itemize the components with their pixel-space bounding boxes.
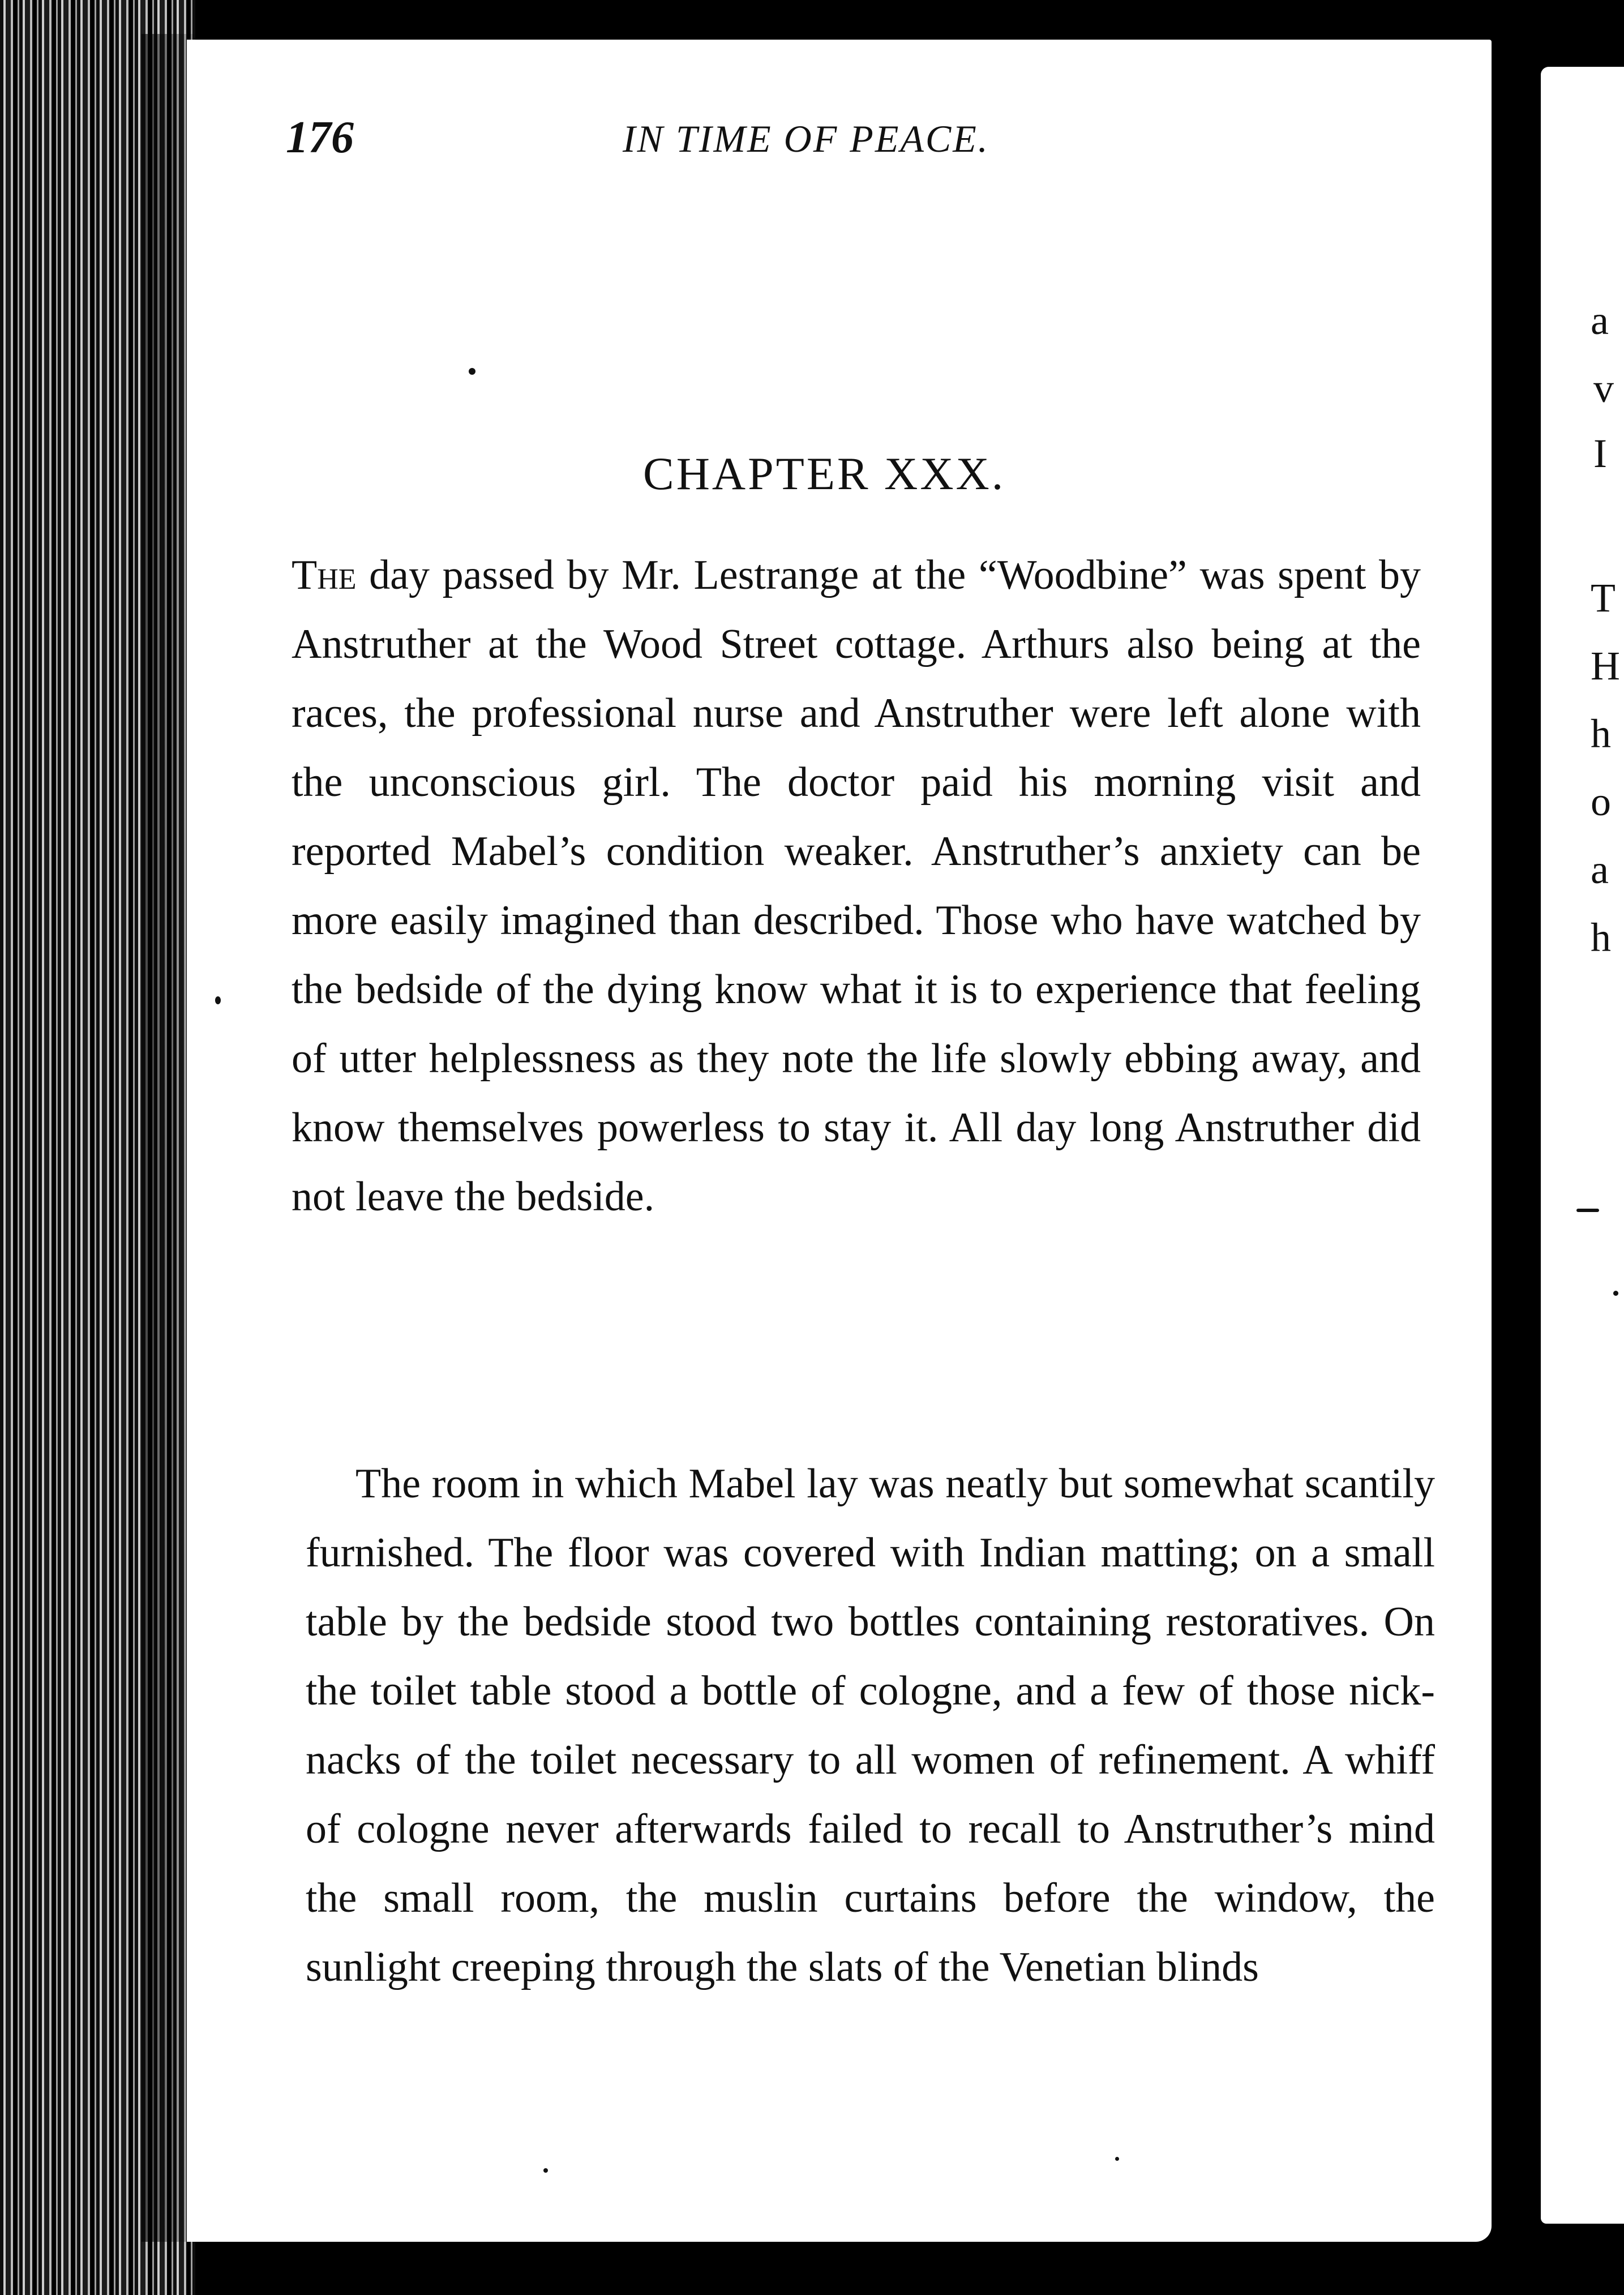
adjacent-page-letter: h bbox=[1591, 915, 1611, 960]
adjacent-page-letter: T bbox=[1591, 575, 1616, 620]
page-number: 176 bbox=[286, 113, 354, 162]
running-head: IN TIME OF PEACE. bbox=[623, 117, 989, 160]
opening-word: The bbox=[292, 552, 357, 598]
body-paragraph-2: The room in which Mabel lay was neatly but somewhat scantily furnished. The floor was covered with Indian matting; on a small table by the bedside stood two bottles containing restoratives. On the toilet table stood a bottle of cologne, and a few of those nick-nacks of the toilet necessary to all women of refinement. A whiff of cologne never afterwards failed to recall to Anstruther’s mind the small room, the muslin curtains before the window, the sunlight creeping through the slats of the Venetian blinds bbox=[306, 1461, 1435, 1990]
adjacent-page-letter: v bbox=[1593, 366, 1614, 411]
paragraph-1-text: day passed by Mr. Lestrange at the “Woodbine” was spent by Anstruther at the Wood Street cottage. Arthurs also being at the races, the professional nurse and Anstruther were left alone with the unconscious girl. The doctor paid his morning visit and reported Mabel’s condition weaker. Anstruther’s anxiety can be more easily imagined than described. Those who have watched by the bedside of the dying know what it is to experience that feeling of utter helplessness as they note the life slowly ebbing away, and know themselves powerless to stay it. All day long Anstruther did not leave the bedside. bbox=[292, 552, 1421, 1220]
adjacent-page-letter: a bbox=[1591, 847, 1609, 892]
adjacent-page-letter: a bbox=[1591, 298, 1609, 343]
adjacent-page-letter: o bbox=[1591, 779, 1611, 824]
body-paragraph-1 bbox=[292, 541, 1421, 1231]
adjacent-page-letter: I bbox=[1593, 431, 1607, 476]
adjacent-page-letter: H bbox=[1591, 643, 1620, 688]
adjacent-page-letter: h bbox=[1591, 711, 1611, 756]
scan-speck bbox=[1613, 1291, 1618, 1296]
chapter-heading: CHAPTER XXX. bbox=[643, 448, 1006, 499]
scan-speck bbox=[1115, 2157, 1119, 2161]
scan-speck bbox=[1576, 1209, 1599, 1212]
scan-speck bbox=[469, 368, 475, 375]
scan-speck bbox=[215, 996, 221, 1004]
scan-speck bbox=[543, 2168, 548, 2173]
